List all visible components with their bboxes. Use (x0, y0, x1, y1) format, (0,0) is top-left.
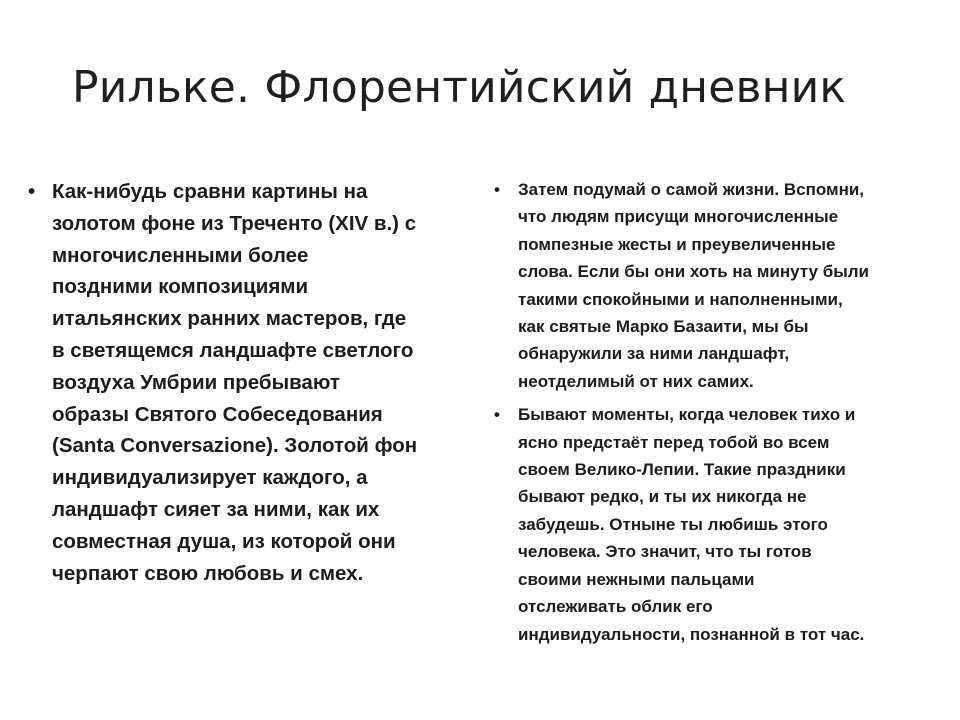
left-column-bullet-list (28, 176, 464, 589)
text-line: золотом фоне из Треченто (XIV в.) с (52, 211, 417, 235)
text-line: в светящемся ландшафте светлого (52, 338, 414, 362)
text-line: поздними композициями (52, 275, 309, 299)
text-line: черпают свою любовь и смех. (52, 561, 364, 585)
text-line: многочисленными более (52, 243, 309, 267)
text-line: такими спокойными и наполненными, (518, 289, 843, 309)
text-line: своими нежными пальцами (518, 569, 755, 589)
text-line: ландшафт сияет за ними, как их (52, 497, 380, 521)
text-line: ясно предстаёт перед тобой во всем (518, 432, 830, 452)
text-line: обнаружили за ними ландшафт, (518, 344, 790, 364)
text-line: • Бывают моменты, когда человек тихо и (518, 405, 856, 425)
text-line: (Santa Conversazione). Золотой фон (52, 434, 418, 458)
bullet-item (28, 176, 464, 589)
text-line: своем Велико-Лепии. Такие праздники (518, 460, 846, 480)
text-line: бывают редко, и ты их никогда не (518, 487, 807, 507)
text-line: совместная душа, из которой они (52, 529, 396, 553)
text-line: забудешь. Отныне ты любишь этого (518, 514, 828, 534)
text-line: • Как-нибудь сравни картины на (52, 180, 368, 203)
text-line: индивидуальности, познанной в тот час. (518, 624, 865, 644)
text-line: итальянских ранних мастеров, где (52, 307, 407, 331)
bullet-item (494, 176, 944, 395)
text-line: индивидуализирует каждого, а (52, 466, 368, 490)
text-line: как святые Марко Базаити, мы бы (518, 317, 809, 337)
text-line: слова. Если бы они хоть на минуту были (518, 262, 869, 282)
text-line: воздуха Умбрии пребывают (52, 370, 340, 394)
text-line: что людям присущи многочисленные (518, 207, 839, 227)
text-line: помпезные жесты и преувеличенные (518, 234, 836, 254)
slide-title: Рильке. Флорентийский дневник (72, 62, 847, 113)
right-column-bullet-list (494, 176, 944, 648)
bullet-item (494, 401, 944, 648)
text-line: образы Святого Собеседования (52, 402, 383, 426)
text-line: отслеживать облик его (518, 597, 713, 617)
text-line: • Затем подумай о самой жизни. Вспомни, (518, 180, 865, 199)
text-line: человека. Это значит, что ты готов (518, 542, 812, 562)
text-line: неотделимый от них самих. (518, 371, 754, 391)
